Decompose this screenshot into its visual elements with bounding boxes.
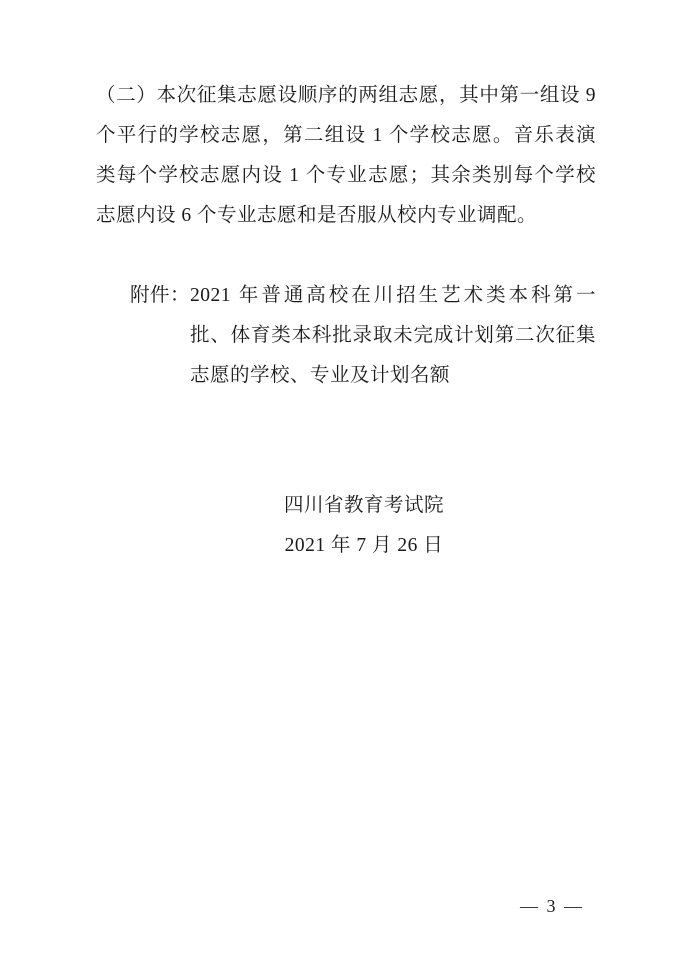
attachment-block <box>96 276 596 396</box>
signature-block <box>96 486 596 566</box>
document-content <box>96 76 596 556</box>
page-number: — 3 — <box>520 896 584 916</box>
attachment-label: 附件： <box>130 285 191 306</box>
attachment-text: 2021 年普通高校在川招生艺术类本科第一批、体育类本科批录取未完成计划第二次征集志愿的学校、专业及计划名额 <box>190 285 596 386</box>
signature-date: 2021 年 7 月 26 日 <box>284 535 444 556</box>
signature-organization: 四川省教育考试院 <box>283 495 444 516</box>
body-paragraph: （二）本次征集志愿设顺序的两组志愿，其中第一组设 9 个平行的学校志愿，第二组设 1 个学校志愿。音乐表演类每个学校志愿内设 1 个专业志愿；其余类别每个学校志愿内设 6 个专业志愿和是否服从校内专业调配。 <box>96 85 596 226</box>
